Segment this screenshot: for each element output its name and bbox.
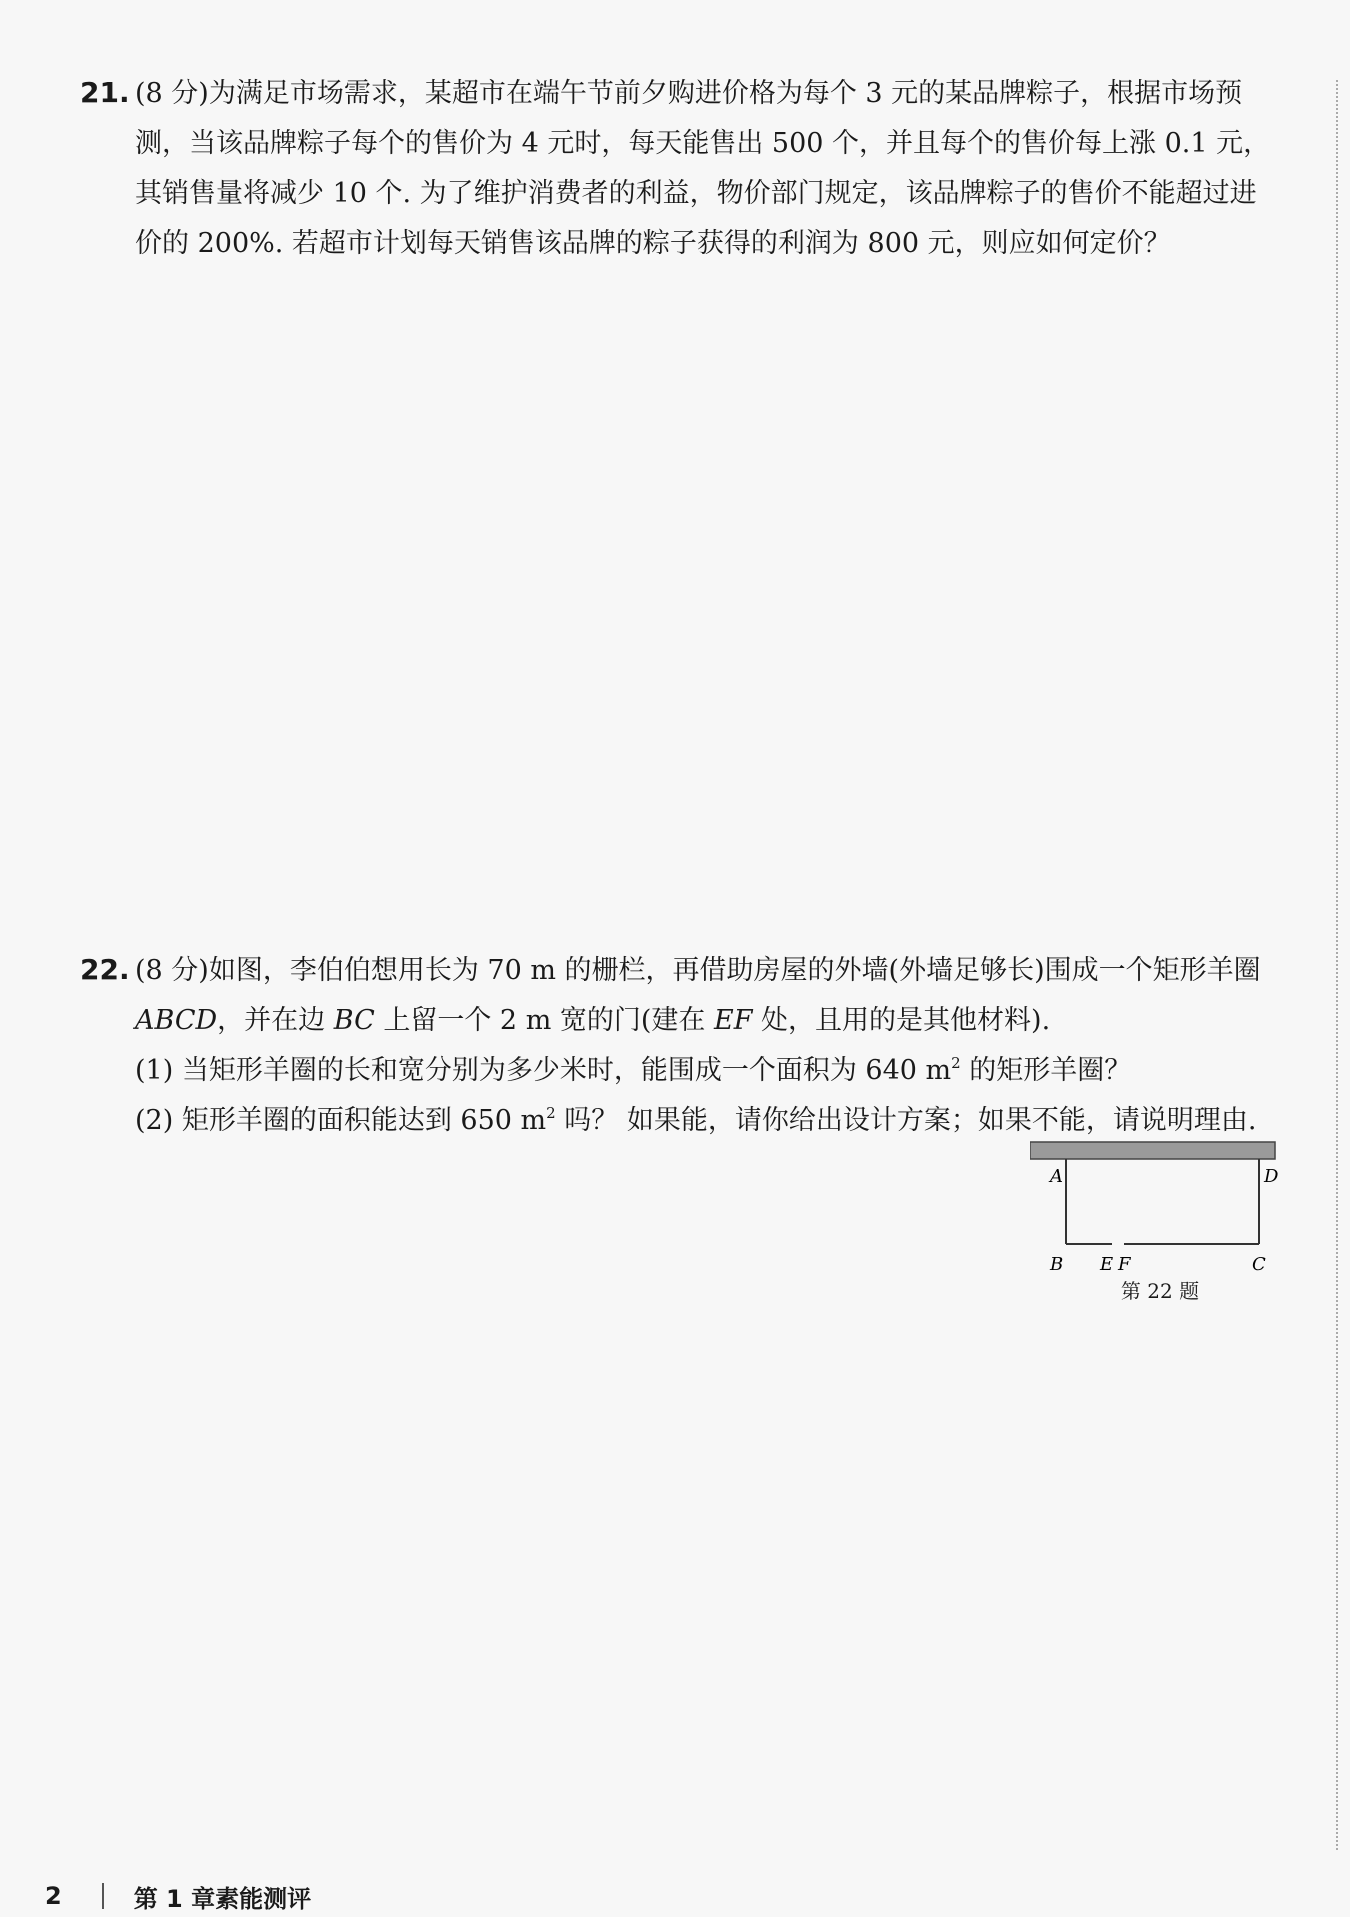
superscript: 2 <box>546 1104 556 1122</box>
label-b: B <box>1050 1254 1064 1275</box>
footer-divider <box>102 1883 104 1909</box>
sub-question-text: 的矩形羊圈？ <box>960 1055 1132 1086</box>
question-text: (8 分)为满足市场需求，某超市在端午节前夕购进价格为每个 3 元的某品牌粽子，根据市场预测，当该品牌粽子每个的售价为 4 元时，每天能售出 500 个，并且每个的售价每上涨 0.1 元，其销售量将减少 10 个. 为了维护消费者的利益，物价部门规定，该品牌粽子的售价不能超过进价的 200%. 若超市计划每天销售该品牌的粽子获得的利润为 800 元，则应如何定价？ <box>135 78 1271 259</box>
question-number: 22. <box>80 953 130 986</box>
sub-question-2 <box>80 1096 1280 1146</box>
math-ef: EF <box>714 1005 753 1036</box>
question-21 <box>80 68 1280 269</box>
label-f: F <box>1118 1254 1131 1275</box>
question-text: (8 分)如图，李伯伯想用长为 70 m 的栅栏，再借助房屋的外墙(外墙足够长)围成一个矩形羊圈 <box>135 955 1261 986</box>
superscript: 2 <box>951 1054 961 1072</box>
label-c: C <box>1252 1254 1266 1275</box>
label-e: E <box>1100 1254 1114 1275</box>
question-text: ，并在边 <box>217 1005 334 1036</box>
sub-question-text: (1) 当矩形羊圈的长和宽分别为多少米时，能围成一个面积为 640 m <box>135 1055 952 1086</box>
sub-question-1 <box>80 1046 1280 1096</box>
sub-question-text: (2) 矩形羊圈的面积能达到 650 m <box>135 1105 547 1136</box>
figure-caption: 第 22 题 <box>1120 1279 1200 1303</box>
question-22 <box>80 945 1280 1146</box>
sub-question-text: 吗？ 如果能，请你给出设计方案；如果不能，请说明理由. <box>555 1105 1257 1136</box>
chapter-title: 第 1 章素能测评 <box>133 1884 312 1913</box>
label-d: D <box>1264 1166 1279 1187</box>
house-wall <box>1030 1142 1275 1159</box>
page-footer <box>45 1880 311 1912</box>
page-edge-dotted-line <box>1336 80 1338 1850</box>
label-a: A <box>1050 1166 1063 1187</box>
question-number: 21. <box>80 76 130 109</box>
question-text: 上留一个 2 m 宽的门(建在 <box>374 1005 714 1036</box>
math-bc: BC <box>333 1005 375 1036</box>
question-21-body <box>80 68 1280 269</box>
question-22-body <box>80 945 1280 1046</box>
page-number: 2 <box>45 1882 62 1910</box>
question-text: 处，且用的是其他材料). <box>752 1005 1051 1036</box>
math-abcd: ABCD <box>135 1005 218 1036</box>
